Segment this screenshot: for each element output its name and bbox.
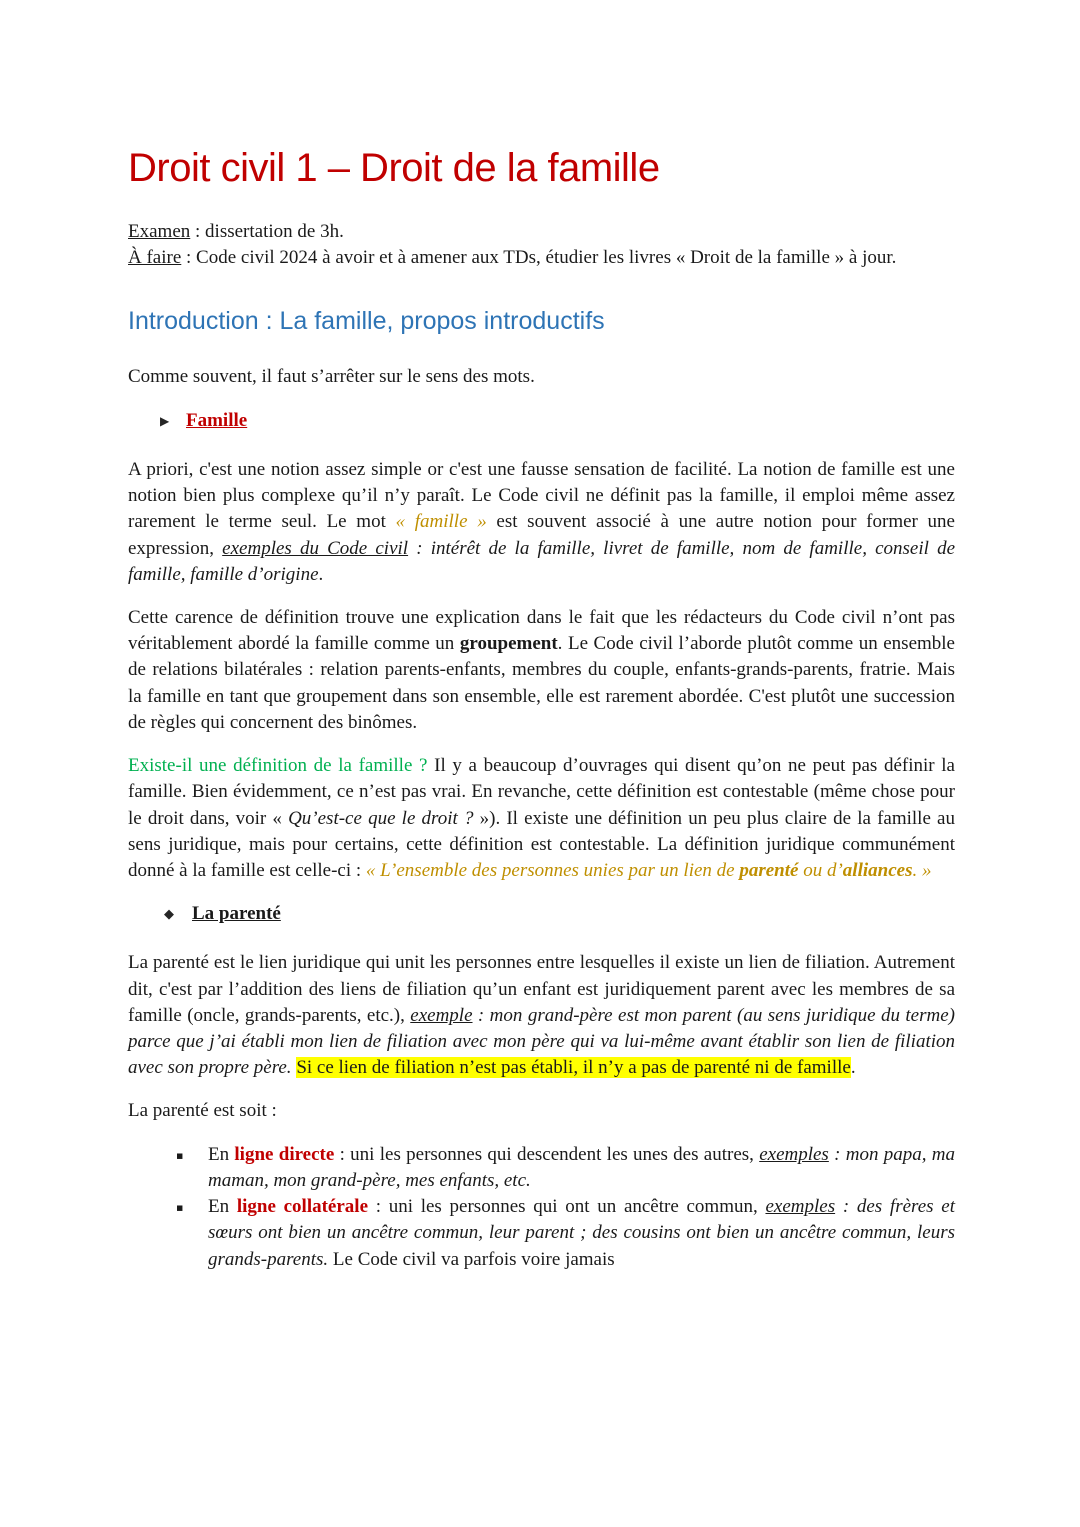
square-bullet-icon: ▪	[176, 1148, 184, 1162]
diamond-bullet-icon: ◆	[164, 907, 174, 923]
list-item-text: En ligne directe : uni les personnes qui descendent les unes des autres, exemples : mon papa, ma maman, mon grand-père, mes enfants, etc.	[208, 1143, 956, 1191]
list-item-ligne-directe	[128, 1142, 955, 1194]
paragraph-carence-definition: Cette carence de définition trouve une explication dans le fait que les rédacteurs du Code civil n’ont pas véritablement abordé la famille comme un groupement. Le Code civil l’aborde plutôt comme un ensemble de relations bilatérales : relation parents-enfants, membres du couple, enfants-grands-parents, fratrie. Mais la famille en tant que groupement dans son ensemble, elle est rarement abordée. C'est plutôt une succession de règles qui concernent des binômes.	[128, 606, 955, 733]
exam-line: Examen : dissertation de 3h.	[128, 221, 344, 242]
paragraph-la-parente: La parenté est le lien juridique qui unit les personnes entre lesquelles il existe un lien de filiation. Autrement dit, c'est par l’addition des liens de filiation qu’un enfant est juridiquement parent avec les membres de sa famille (oncle, grands-parents, etc.), exemple : mon grand-père est mon parent (au sens juridique du terme) parce que j’ai établi mon lien de filiation avec mon père qui va lui-même avant établir son lien de filiation avec son propre père. Si ce lien de filiation n’est pas établi, il n’y a pas de parenté ni de famille.	[128, 952, 955, 1079]
triangle-bullet-icon: ▶	[160, 413, 170, 428]
paragraph-definition-famille: Existe-il une définition de la famille ? Il y a beaucoup d’ouvrages qui disent qu’on ne peut pas définir la famille. Bien évidemment, ce n’est pas vrai. En revanche, cette définition est contestable (même chose pour le droit dans, voir « Qu’est-ce que le droit ? »). Il existe une définition un peu plus claire de la famille au sens juridique, mais pour certains, cette définition est contestable. La définition juridique communément donné à la famille est celle-ci : « L’ensemble des personnes unies par un lien de parenté ou d’alliances. »	[128, 755, 955, 881]
course-info-block	[128, 219, 955, 271]
bullet-famille-label: Famille	[186, 409, 248, 431]
todo-line: À faire : Code civil 2024 à avoir et à amener aux TDs, étudier les livres « Droit de la famille » à jour.	[128, 247, 897, 269]
bullet-famille	[128, 408, 955, 434]
page-title: Droit civil 1 – Droit de la famille	[128, 146, 660, 190]
paragraph-a-priori: A priori, c'est une notion assez simple or c'est une fausse sensation de facilité. La notion de famille est une notion bien plus complexe qu’il n’y paraît. Le Code civil ne définit pas la famille, il emploi même assez rarement le terme seul. Le mot « famille » est souvent associé à une autre notion pour former une expression, exemples du Code civil : intérêt de la famille, livret de famille, nom de famille, conseil de famille, famille d’origine.	[128, 458, 956, 585]
list-item-ligne-collaterale	[128, 1194, 955, 1273]
parente-types-list	[128, 1142, 955, 1273]
square-bullet-icon: ▪	[176, 1201, 184, 1215]
paragraph-sens-des-mots: Comme souvent, il faut s’arrêter sur le sens des mots.	[128, 366, 535, 388]
list-item-text: En ligne collatérale : uni les personnes qui ont un ancêtre commun, exemples : des frères et sœurs ont bien un ancêtre commun, leur parent ; des cousins ont bien un ancêtre commun, leurs grands-parents. Le Code civil va parfois voire jamais	[208, 1196, 955, 1270]
paragraph-parente-est-soit: La parenté est soit :	[128, 1100, 277, 1122]
intro-heading: Introduction : La famille, propos introductifs	[128, 307, 605, 336]
bullet-la-parente	[128, 901, 955, 927]
bullet-la-parente-label: La parenté	[192, 903, 281, 925]
